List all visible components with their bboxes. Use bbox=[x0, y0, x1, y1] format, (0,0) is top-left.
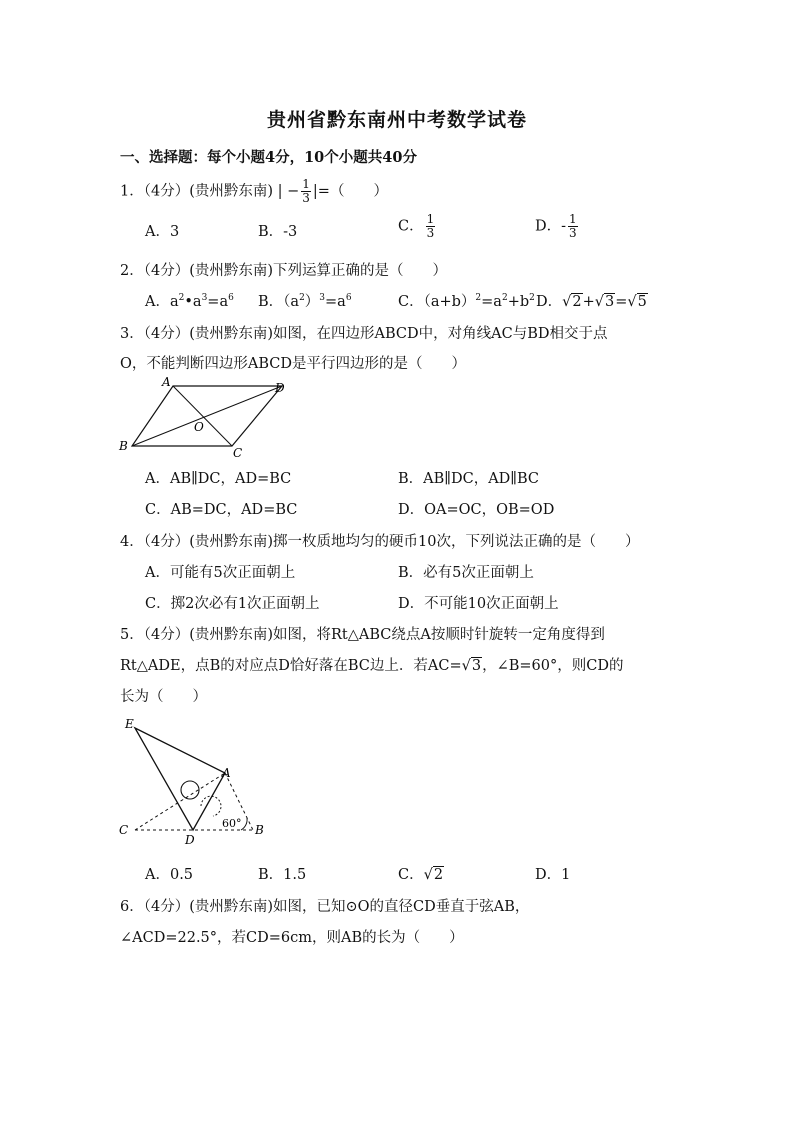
question-4-stem: 4．（4分）(贵州黔东南)掷一枚质地均匀的硬币10次，下列说法正确的是（ ） bbox=[120, 534, 640, 550]
fraction: $\frac{1}{3}$ bbox=[302, 177, 310, 205]
q2-option-d: D．√2+√3=√5 bbox=[536, 294, 647, 310]
q2-option-c: C．$(a+b)^2=a^2+b^2$ bbox=[398, 293, 535, 310]
page-title: 贵州省黔东南州中考数学试卷 bbox=[266, 109, 527, 131]
center-o-label: O bbox=[194, 420, 204, 434]
q5-option-b: B．1.5 bbox=[258, 867, 307, 883]
q5-option-d: D．1 bbox=[535, 867, 571, 883]
vertex-b-label: B bbox=[119, 439, 128, 453]
vertex-d-label: D bbox=[275, 381, 285, 395]
q3-option-c: C．AB=DC，AD=BC bbox=[145, 502, 298, 518]
q4-option-a: A．可能有5次正面朝上 bbox=[145, 565, 296, 581]
question-2-stem: 2．（4分）(贵州黔东南)下列运算正确的是（ ） bbox=[120, 263, 448, 279]
q4-option-b: B．必有5次正面朝上 bbox=[398, 565, 534, 581]
angle-label: 60° bbox=[222, 817, 242, 830]
point-e-label: E bbox=[125, 717, 134, 731]
q5-option-c: C．√2 bbox=[398, 867, 444, 883]
q2-option-b: B．$(a^2)^3=a^6$ bbox=[258, 293, 352, 310]
q3-option-d: D．OA=OC，OB=OD bbox=[398, 502, 555, 518]
question-6-stem-line1: 6．（4分）(贵州黔东南)如图，已知⊙O的直径CD垂直于弦AB， bbox=[120, 899, 530, 915]
question-5-stem-line3: 长为（ ） bbox=[120, 689, 207, 705]
q1-option-b: B．-3 bbox=[258, 224, 298, 240]
q1-option-a: A．3 bbox=[145, 224, 180, 240]
question-5-stem-line2: Rt△ADE，点B的对应点D恰好落在BC边上．若AC=√3，∠B=60°，则CD的 bbox=[120, 658, 624, 674]
q3-option-a: A．AB∥DC，AD=BC bbox=[145, 471, 292, 487]
q1-option-c: C． $\frac{1}{3}$ bbox=[398, 212, 435, 240]
point-c-label: C bbox=[119, 823, 129, 837]
question-3-stem-line1: 3．（4分）(贵州黔东南)如图，在四边形ABCD中，对角线AC与BD相交于点 bbox=[120, 326, 608, 342]
question-6-stem-line2: ∠ACD=22.5°，若CD=6cm，则AB的长为（ ） bbox=[120, 930, 464, 946]
vertex-a-label: A bbox=[162, 376, 171, 389]
vertex-c-label: C bbox=[233, 446, 243, 458]
q4-option-c: C．掷2次必有1次正面朝上 bbox=[145, 596, 320, 612]
question-5-stem-line1: 5．（4分）(贵州黔东南)如图，将Rt△ABC绕点A按顺时针旋转一定角度得到 bbox=[120, 627, 605, 643]
parallelogram-figure bbox=[115, 376, 300, 458]
point-b-label: B bbox=[255, 823, 264, 837]
q3-option-b: B．AB∥DC，AD∥BC bbox=[398, 471, 540, 487]
q5-option-a: A．0.5 bbox=[145, 867, 194, 883]
point-a-label: A bbox=[222, 766, 231, 780]
question-1-stem: 1．（4分）(贵州黔东南) | − $\frac{1}{3}$ |=（ ） bbox=[120, 177, 388, 205]
question-3-stem-line2: O，不能判断四边形ABCD是平行四边形的是（ ） bbox=[120, 356, 467, 372]
q4-option-d: D．不可能10次正面朝上 bbox=[398, 596, 559, 612]
section-heading: 一、选择题：每个小题4分，10个小题共40分 bbox=[120, 149, 417, 166]
point-d-label: D bbox=[185, 833, 195, 847]
q2-option-a: A．$a^2•a^3=a^6$ bbox=[145, 293, 234, 310]
rotation-triangle-figure bbox=[115, 713, 275, 848]
q1-option-d: D．- $\frac{1}{3}$ bbox=[535, 212, 577, 240]
